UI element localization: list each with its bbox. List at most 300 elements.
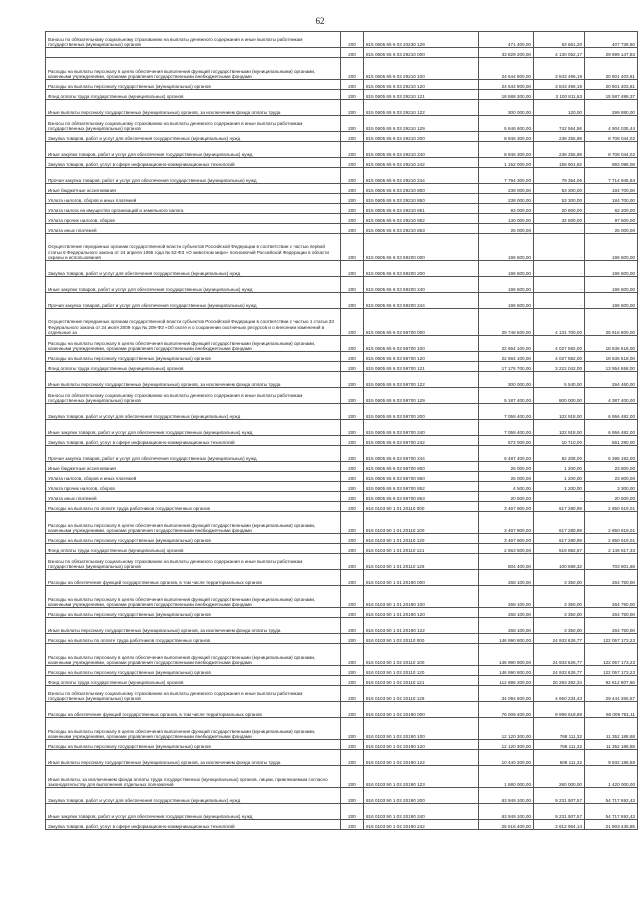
row-line-code: 200 [341,804,364,820]
table-row [46,554,638,570]
row-description: Уплата налогов, сборов и иных платежей [46,472,341,482]
row-classification-code: 815 0605 65 6 03 59200 200 [364,261,479,277]
row-executed-amount: 24 933 626,77 [534,644,585,666]
row-line-code: 200 [341,676,364,686]
page-number: 62 [315,16,325,26]
row-approved-amount: 8 946 300,00 [479,132,534,142]
row-approved-amount: 18 688 300,00 [479,90,534,100]
row-description: Уплата налога на имущество организаций и земельного налога [46,204,341,214]
row-executed-amount: 238 255,98 [534,132,585,142]
row-approved-amount: 22 664 100,00 [479,336,534,352]
row-classification-code: 815 0605 65 6 03 59700 200 [364,404,479,420]
row-description: Расходы на выплаты персоналу государственных (муниципальных) органов [46,352,341,362]
row-approved-amount: 8 946 300,00 [479,142,534,158]
row-executed-amount: 102 918,00 [534,420,585,436]
row-approved-amount: 25 516 400,00 [479,820,534,830]
row-classification-code: 815 0605 65 6 03 29210 120 [364,80,479,90]
row-classification-code: 815 0605 65 6 03 29210 129 [364,116,479,132]
row-line-code: 200 [341,388,364,404]
row-executed-amount: 4 131 700,00 [534,309,585,336]
row-approved-amount: 186 600,00 [479,277,534,293]
row-description: Расходы на выплаты персоналу в целях обеспечения выполнения функций государственными (муниципальными) органами, казенными учреждениями, органами управления государственными внебюджетными фондами [46,586,341,608]
row-remaining-amount: 20 500,00 [585,492,638,502]
row-description: Иные закупки товаров, работ и услуг для обеспечения государственных (муниципальных) нужд [46,804,341,820]
row-remaining-amount: 184 700,00 [585,184,638,194]
table-row [46,502,638,512]
row-remaining-amount: 2 850 619,01 [585,512,638,534]
row-executed-amount: 9 999 618,89 [534,702,585,718]
table-row [46,436,638,446]
table-row [46,702,638,718]
row-line-code: 200 [341,586,364,608]
row-executed-amount: 508 111,32 [534,750,585,766]
row-executed-amount: 3 350,00 [534,586,585,608]
row-remaining-amount: 20 801 403,81 [585,80,638,90]
table-row [46,570,638,586]
row-classification-code: 816 0103 90 1 01 20110 100 [364,512,479,534]
row-description: Расходы на выплаты по оплате труда работников государственных органов [46,502,341,512]
row-approved-amount: 33 829 200,00 [479,48,534,58]
row-line-code: 200 [341,309,364,336]
row-line-code: 200 [341,608,364,618]
row-approved-amount: 10 440 300,00 [479,750,534,766]
row-description: Расходы на выплаты персоналу государственных (муниципальных) органов [46,534,341,544]
row-executed-amount: 742 564,56 [534,116,585,132]
row-description: Закупка товаров, работ, услуг в сфере информационно-коммуникационных технологий [46,158,341,168]
row-remaining-amount: 25 616 800,00 [585,309,638,336]
row-description: Иные выплаты, за исключением фонда оплаты труда государственных (муниципальных) органов, лицам, привлекаемым согласно законодательству для выполнения отдельных полномочий [46,766,341,788]
row-executed-amount: 79 354,06 [534,168,585,184]
table-row [46,142,638,158]
row-approved-amount: 24 644 900,00 [479,58,534,80]
row-description: Иные закупки товаров, работ и услуг для обеспечения государственных (муниципальных) нужд [46,142,341,158]
row-remaining-amount: 21 903 435,86 [585,820,638,830]
row-line-code: 200 [341,534,364,544]
table-row [46,482,638,492]
row-remaining-amount: 97 500,00 [585,214,638,224]
row-classification-code: 815 0605 65 6 03 59700 122 [364,372,479,388]
row-description: Иные выплаты персоналу государственных (муниципальных) органов, за исключением фонда оплаты труда [46,372,341,388]
row-line-code: 200 [341,492,364,502]
row-classification-code: 816 0103 90 1 01 20190 120 [364,608,479,618]
row-line-code: 200 [341,194,364,204]
row-description: Прочая закупка товаров, работ и услуг для обеспечения государственных (муниципальных) нужд [46,168,341,184]
row-executed-amount: - [534,261,585,277]
row-approved-amount: 5 187 400,00 [479,388,534,404]
table-row [46,80,638,90]
row-executed-amount: 4 027 582,00 [534,336,585,352]
row-line-code: 200 [341,666,364,676]
row-classification-code: 815 0605 65 6 03 29210 121 [364,90,479,100]
row-remaining-amount: 6 956 482,00 [585,420,638,436]
row-description: Иные выплаты персоналу государственных (муниципальных) органов, за исключением фонда оплаты труда [46,618,341,634]
table-row [46,224,638,234]
table-row [46,446,638,462]
row-description: Фонд оплаты труда государственных (муниципальных) органов [46,362,341,372]
row-executed-amount: 20 800,00 [534,204,585,214]
row-remaining-amount: 299 880,00 [585,100,638,116]
budget-table [45,31,638,830]
row-approved-amount: 4 500,00 [479,482,534,492]
row-approved-amount: 186 600,00 [479,234,534,261]
row-description: Иные бюджетные ассигнования [46,462,341,472]
row-approved-amount: 471 400,00 [479,32,534,48]
row-classification-code: 816 0103 90 1 02 20110 100 [364,644,479,666]
row-executed-amount: 617 280,99 [534,512,585,534]
row-executed-amount: 32 500,00 [534,214,585,224]
row-description: Расходы на обеспечение функций государственных органов, в том числе территориальных органов [46,570,341,586]
table-row [46,820,638,830]
table-row [46,644,638,666]
row-line-code: 200 [341,142,364,158]
row-approved-amount: 17 176 700,00 [479,362,534,372]
row-executed-amount: 1 200,00 [534,482,585,492]
row-executed-amount: 617 280,99 [534,502,585,512]
table-row [46,388,638,404]
row-classification-code: 816 0103 90 1 02 20190 120 [364,740,479,750]
row-executed-amount: - [534,234,585,261]
row-description: Уплата иных платежей [46,492,341,502]
row-remaining-amount: 23 800,00 [585,462,638,472]
row-executed-amount: 20 283 392,34 [534,676,585,686]
row-line-code: 200 [341,32,364,48]
row-executed-amount: 4 027 582,00 [534,352,585,362]
row-classification-code: 816 0103 90 1 02 20190 242 [364,820,479,830]
row-remaining-amount: 9 932 188,68 [585,750,638,766]
row-executed-amount: 5 540,00 [534,372,585,388]
row-remaining-amount: 92 612 807,66 [585,676,638,686]
row-executed-amount: 3 350,00 [534,618,585,634]
row-remaining-amount: 18 636 518,00 [585,336,638,352]
table-row [46,372,638,388]
row-description: Прочая закупка товаров, работ и услуг для обеспечения государственных (муниципальных) нужд [46,293,341,309]
row-remaining-amount: 2 850 619,01 [585,534,638,544]
row-executed-amount: 1 200,00 [534,472,585,482]
row-description: Расходы на выплаты персоналу в целях обеспечения выполнения функций государственными (муниципальными) органами, казенными учреждениями, органами управления государственными внебюджетными фондами [46,718,341,740]
row-approved-amount: 12 120 300,00 [479,718,534,740]
row-description: Уплата налогов, сборов и иных платежей [46,194,341,204]
row-line-code: 200 [341,116,364,132]
row-executed-amount: 3 100 811,63 [534,90,585,100]
row-executed-amount: 53 300,00 [534,184,585,194]
row-line-code: 200 [341,168,364,184]
row-executed-amount: - [534,277,585,293]
row-description: Расходы на выплаты персоналу в целях обеспечения выполнения функций государственными (муниципальными) органами, казенными учреждениями, органами управления государственными внебюджетными фондами [46,58,341,80]
row-executed-amount: 63 661,20 [534,32,585,48]
row-remaining-amount: 407 738,80 [585,32,638,48]
row-remaining-amount: 184 700,00 [585,194,638,204]
row-description: Уплата иных платежей [46,224,341,234]
row-executed-amount: - [534,293,585,309]
row-classification-code: 815 0605 65 6 03 29210 244 [364,168,479,184]
row-approved-amount: 25 000,00 [479,224,534,234]
row-executed-amount: 1 200,00 [534,462,585,472]
row-approved-amount: 6 487 400,00 [479,446,534,462]
row-classification-code: 815 0605 65 6 03 59200 244 [364,293,479,309]
row-description: Закупка товаров, работ и услуг для обеспечения государственных (муниципальных) нужд [46,404,341,420]
row-line-code: 200 [341,224,364,234]
row-remaining-amount: 264 750,00 [585,618,638,634]
table-row [46,204,638,214]
row-classification-code: 815 0605 65 6 03 59700 100 [364,336,479,352]
table-row [46,194,638,204]
table-row [46,634,638,644]
row-line-code: 200 [341,544,364,554]
row-approved-amount: 25 000,00 [479,472,534,482]
row-classification-code: 815 0605 65 6 03 59700 852 [364,482,479,492]
row-approved-amount: 268 100,00 [479,608,534,618]
row-remaining-amount: 294 460,00 [585,372,638,388]
row-approved-amount: 63 949 100,00 [479,788,534,804]
row-approved-amount: 804 400,00 [479,554,534,570]
row-classification-code: 815 0605 65 6 03 59700 120 [364,352,479,362]
row-remaining-amount: 4 904 035,44 [585,116,638,132]
row-classification-code: 815 0605 65 6 03 59700 240 [364,420,479,436]
table-row [46,158,638,168]
row-line-code: 200 [341,570,364,586]
row-classification-code: 815 0605 65 6 03 59700 242 [364,436,479,446]
row-remaining-amount: 18 636 518,00 [585,352,638,362]
row-description: Иные выплаты персоналу государственных (муниципальных) органов, за исключением фонда оплаты труда [46,750,341,766]
row-classification-code: 816 0103 90 1 02 20190 100 [364,718,479,740]
row-classification-code: 815 0605 65 6 03 59700 850 [364,472,479,482]
row-classification-code: 816 0103 90 1 01 20110 000 [364,502,479,512]
row-approved-amount: 22 664 100,00 [479,352,534,362]
table-row [46,666,638,676]
row-description: Взносы по обязательному социальному страхованию на выплаты денежного содержания и иные выплаты работникам государственных (муниципальных) органов [46,686,341,702]
row-executed-amount: 238 255,98 [534,142,585,158]
row-classification-code: 815 0605 65 6 03 59200 240 [364,277,479,293]
row-description: Иные закупки товаров, работ и услуг для обеспечения государственных (муниципальных) нужд [46,420,341,436]
row-classification-code: 816 0103 90 1 01 20110 129 [364,554,479,570]
row-executed-amount: 100 598,32 [534,554,585,570]
row-approved-amount: 130 000,00 [479,214,534,224]
row-classification-code: 816 0103 90 1 02 20190 122 [364,750,479,766]
table-row [46,534,638,544]
row-remaining-amount: 15 587 488,37 [585,90,638,100]
row-remaining-amount: 20 801 403,81 [585,58,638,80]
row-line-code: 200 [341,420,364,436]
row-approved-amount: 300 000,00 [479,372,534,388]
row-classification-code: 815 0605 65 6 03 29210 852 [364,214,479,224]
row-classification-code: 815 0605 65 6 03 59700 000 [364,309,479,336]
row-classification-code: 816 0103 90 1 01 20190 122 [364,618,479,634]
row-executed-amount: 92 208,00 [534,446,585,462]
row-executed-amount: 24 933 626,77 [534,666,585,676]
row-remaining-amount: 122 057 173,23 [585,634,638,644]
row-executed-amount: 768 111,32 [534,740,585,750]
row-line-code: 200 [341,446,364,462]
row-approved-amount: 7 059 400,00 [479,404,534,420]
row-approved-amount: 3 467 900,00 [479,534,534,544]
row-description: Иные бюджетные ассигнования [46,184,341,194]
row-approved-amount: 2 663 500,00 [479,544,534,554]
row-remaining-amount: 264 750,00 [585,586,638,608]
row-executed-amount: 516 682,67 [534,544,585,554]
table-row [46,740,638,750]
row-classification-code: 816 0103 90 1 01 20190 100 [364,586,479,608]
row-remaining-amount: 6 395 192,00 [585,446,638,462]
table-row [46,48,638,58]
row-executed-amount: 617 280,99 [534,534,585,544]
table-row [46,804,638,820]
table-row [46,544,638,554]
row-remaining-amount: 8 708 044,02 [585,132,638,142]
row-line-code: 200 [341,277,364,293]
table-row [46,352,638,362]
row-executed-amount: 768 111,32 [534,718,585,740]
row-classification-code: 815 0605 65 6 03 29210 850 [364,194,479,204]
row-remaining-amount: 703 801,68 [585,554,638,570]
row-classification-code: 816 0103 90 1 02 20110 121 [364,676,479,686]
row-classification-code: 816 0103 90 1 01 20110 120 [364,534,479,544]
table-row [46,512,638,534]
row-executed-amount: 260 000,00 [534,766,585,788]
row-remaining-amount: 23 800,00 [585,472,638,482]
row-classification-code: 815 0605 65 6 03 59700 853 [364,492,479,502]
row-description: Взносы по обязательному социальному страхованию на выплаты денежного содержания и иные выплаты работникам государственных (муниципальных) органов [46,554,341,570]
row-description: Расходы на выплаты по оплате труда работников государственных органов [46,634,341,644]
row-description [46,48,341,58]
table-row [46,362,638,372]
row-remaining-amount: 8 708 044,02 [585,142,638,158]
row-approved-amount: 238 000,00 [479,194,534,204]
row-line-code: 200 [341,48,364,58]
table-row [46,766,638,788]
row-approved-amount: 5 646 600,00 [479,116,534,132]
row-executed-amount: 3 843 496,19 [534,80,585,90]
row-executed-amount: 4 650 234,43 [534,686,585,702]
row-executed-amount: 53 300,00 [534,194,585,204]
row-remaining-amount: 11 352 188,68 [585,740,638,750]
table-row [46,750,638,766]
row-line-code: 200 [341,352,364,362]
row-remaining-amount: 264 750,00 [585,608,638,618]
row-remaining-amount: 186 600,00 [585,293,638,309]
row-remaining-amount: 29 444 365,57 [585,686,638,702]
table-row [46,116,638,132]
row-approved-amount: 20 500,00 [479,492,534,502]
row-description: Фонд оплаты труда государственных (муниципальных) органов [46,90,341,100]
row-classification-code: 816 0103 90 1 01 20110 121 [364,544,479,554]
row-line-code: 200 [341,634,364,644]
row-executed-amount: 9 231 507,57 [534,804,585,820]
row-remaining-amount: 1 420 000,00 [585,766,638,788]
row-remaining-amount: 62 200,00 [585,204,638,214]
table-row [46,214,638,224]
row-remaining-amount: 186 600,00 [585,277,638,293]
row-classification-code: 815 0605 65 6 03 29210 242 [364,158,479,168]
row-executed-amount: - [534,492,585,502]
row-description: Уплата прочих налогов, сборов [46,482,341,492]
table-row [46,32,638,48]
row-line-code: 200 [341,502,364,512]
row-line-code: 200 [341,362,364,372]
row-executed-amount: 3 222 042,00 [534,362,585,372]
row-classification-code: 815 0605 65 6 03 59200 000 [364,234,479,261]
row-approved-amount: 268 100,00 [479,570,534,586]
row-approved-amount: 12 120 300,00 [479,740,534,750]
row-classification-code: 815 0605 65 6 03 29210 000 [364,48,479,58]
row-executed-amount: 3 350,00 [534,608,585,618]
row-classification-code: 816 0103 90 1 01 20190 000 [364,570,479,586]
row-executed-amount: 9 231 507,57 [534,788,585,804]
row-classification-code: 816 0103 90 1 02 20190 123 [364,766,479,788]
row-executed-amount: 24 933 626,77 [534,634,585,644]
row-line-code: 200 [341,293,364,309]
row-remaining-amount: 3 300,00 [585,482,638,492]
row-approved-amount: 572 000,00 [479,436,534,446]
row-description: Уплата прочих налогов, сборов [46,214,341,224]
row-description: Иные закупки товаров, работ и услуг для обеспечения государственных (муниципальных) нужд [46,277,341,293]
row-approved-amount: 268 100,00 [479,618,534,634]
row-remaining-amount: 122 057 173,23 [585,644,638,666]
row-approved-amount: 7 059 400,00 [479,420,534,436]
row-approved-amount: 7 794 300,00 [479,168,534,184]
row-description: Расходы на выплаты персоналу в целях обеспечения выполнения функций государственными (муниципальными) органами, казенными учреждениями, органами управления государственными внебюджетными фондами [46,512,341,534]
row-remaining-amount: 29 699 147,83 [585,48,638,58]
row-approved-amount: 146 990 800,00 [479,644,534,666]
row-line-code: 200 [341,820,364,830]
row-description: Закупка товаров, работ и услуг для обеспечения государственных (муниципальных) нужд [46,788,341,804]
row-line-code: 200 [341,404,364,420]
row-approved-amount: 83 000,00 [479,204,534,214]
row-executed-amount: 4 130 052,17 [534,48,585,58]
row-line-code: 200 [341,234,364,261]
table-row [46,293,638,309]
row-description: Закупка товаров, работ и услуг для обеспечения государственных (муниципальных) нужд [46,132,341,142]
table-row [46,168,638,184]
row-line-code: 200 [341,132,364,142]
row-approved-amount: 25 000,00 [479,462,534,472]
row-line-code: 200 [341,214,364,224]
row-classification-code: 815 0605 65 6 03 29210 853 [364,224,479,234]
row-approved-amount: 186 600,00 [479,293,534,309]
row-approved-amount: 268 100,00 [479,586,534,608]
row-classification-code: 815 0605 65 6 03 29210 100 [364,58,479,80]
row-approved-amount: 3 467 900,00 [479,502,534,512]
row-line-code: 200 [341,184,364,194]
row-line-code: 200 [341,90,364,100]
row-classification-code: 815 0605 65 6 03 29210 800 [364,184,479,194]
row-line-code: 200 [341,336,364,352]
row-line-code: 200 [341,80,364,90]
table-row [46,492,638,502]
row-line-code: 200 [341,512,364,534]
row-description: Расходы на выплаты персоналу государственных (муниципальных) органов [46,740,341,750]
row-classification-code: 815 0605 65 6 03 29210 200 [364,132,479,142]
row-line-code: 200 [341,436,364,446]
row-line-code: 200 [341,58,364,80]
row-remaining-amount: 54 717 592,43 [585,788,638,804]
row-approved-amount: 1 152 000,00 [479,158,534,168]
table-row [46,586,638,608]
row-line-code: 200 [341,686,364,702]
row-executed-amount: 3 843 496,19 [534,58,585,80]
row-approved-amount: 24 644 900,00 [479,80,534,90]
row-line-code: 200 [341,204,364,214]
row-classification-code: 815 0605 65 6 03 29210 851 [364,204,479,214]
row-approved-amount: 146 990 800,00 [479,634,534,644]
row-description: Расходы на выплаты персоналу в целях обеспечения выполнения функций государственными (муниципальными) органами, казенными учреждениями, органами управления государственными внебюджетными фондами [46,336,341,352]
table-row [46,261,638,277]
row-classification-code: 815 0605 65 6 03 29210 240 [364,142,479,158]
row-line-code: 200 [341,261,364,277]
row-description: Фонд оплаты труда государственных (муниципальных) органов [46,676,341,686]
row-classification-code: 815 0605 65 6 03 59700 244 [364,446,479,462]
table-row [46,608,638,618]
row-remaining-amount: 993 098,08 [585,158,638,168]
